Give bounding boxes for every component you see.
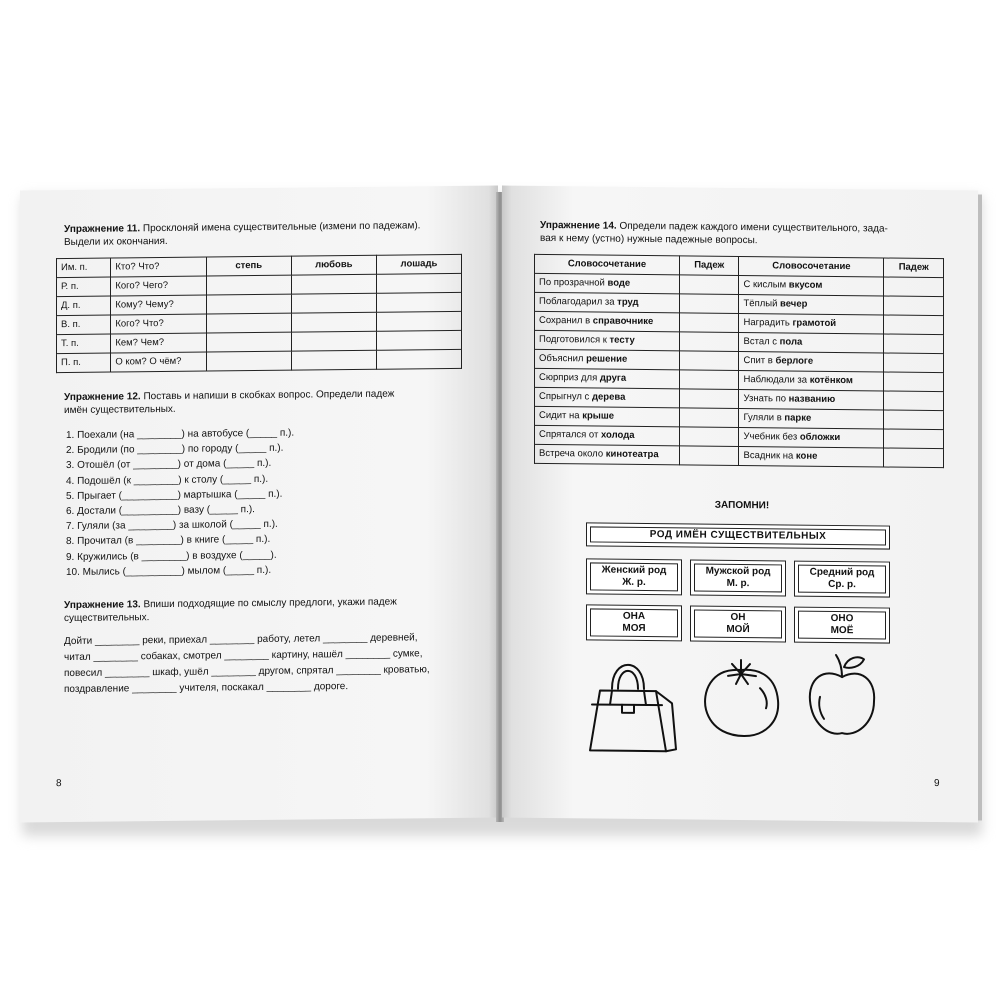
phrase-text: Объяснил <box>539 352 587 365</box>
phrase-noun: решение <box>586 353 628 365</box>
table-cell <box>535 349 680 370</box>
ex14-text-line1: Определи падеж каждого имени существительного, зада- <box>619 220 888 235</box>
answer-cell[interactable] <box>679 446 739 466</box>
gender-header-box <box>586 522 890 549</box>
table-header: лошадь <box>376 254 461 274</box>
phrase-noun: названию <box>788 393 836 406</box>
ex14-intro <box>540 220 944 249</box>
box-frame <box>694 610 782 639</box>
phrase-text: Подготовился к <box>539 333 610 346</box>
table-cell: Им. п. <box>57 258 111 278</box>
phrase-text: Тёплый <box>743 298 781 310</box>
table-cell <box>535 387 680 408</box>
table-cell: П. п. <box>57 353 111 373</box>
fill-line[interactable]: Дойти ________ реки, приехал ________ работу, летел ________ деревней, <box>64 632 418 648</box>
answer-cell[interactable] <box>884 353 944 373</box>
ex11-text-line2: Выдели их окончания. <box>64 235 168 248</box>
left-page <box>20 185 498 822</box>
phrase-text: Спит в <box>743 355 776 367</box>
pronoun: ОНА <box>622 610 646 622</box>
ex12-intro <box>64 388 462 417</box>
table-cell: В. п. <box>57 315 111 335</box>
pronoun-box-masculine <box>690 605 786 642</box>
phrase-noun: котёнком <box>809 374 853 387</box>
answer-cell[interactable] <box>376 330 461 350</box>
phrase-text: Узнать по <box>743 393 789 405</box>
list-item[interactable]: 5. Прыгает (__________) мартышка (_____ п.). <box>66 488 283 502</box>
answer-cell[interactable] <box>679 294 739 314</box>
ex14-title: Упражнение 14. <box>540 219 617 232</box>
ex13-text-line1: Впиши подходящие по смыслу предлоги, укажи падеж <box>143 596 397 611</box>
pronoun-possessive: МОЙ <box>726 623 750 636</box>
table-cell: Кого? Чего? <box>111 276 206 296</box>
ex12-list <box>66 428 294 582</box>
tomato-icon <box>698 654 784 741</box>
phrase-noun: тесту <box>609 334 635 346</box>
list-item[interactable]: 9. Кружились (в ________) в воздухе (_____). <box>66 549 277 563</box>
phrase-text: Наградить <box>743 317 793 329</box>
answer-cell[interactable] <box>679 389 739 409</box>
answer-cell[interactable] <box>884 315 944 335</box>
gender-name: Женский род <box>601 564 667 576</box>
table-cell <box>739 275 884 296</box>
ex11-intro <box>64 220 462 249</box>
table-cell <box>535 330 680 351</box>
box-frame <box>590 526 886 545</box>
table-cell <box>535 292 680 313</box>
gender-abbr: Ж. р. <box>622 576 646 589</box>
table-cell: Р. п. <box>57 277 111 297</box>
phrase-text: Сюрприз для <box>539 371 600 384</box>
answer-cell[interactable] <box>884 448 944 468</box>
phrase-noun: кинотеатра <box>605 448 659 461</box>
phrase-text: Сохранил в <box>539 314 593 327</box>
ex12-text-line1: Поставь и напиши в скобках вопрос. Определи падеж <box>143 388 395 403</box>
fill-line[interactable]: поздравление ________ учителя, поскакал ________ дороге. <box>64 681 349 696</box>
answer-cell[interactable] <box>206 313 291 333</box>
phrase-noun: дерева <box>591 391 626 403</box>
ex13-title: Упражнение 13. <box>64 599 141 612</box>
table-cell <box>739 294 884 315</box>
answer-cell[interactable] <box>679 332 739 352</box>
answer-cell[interactable] <box>884 429 944 449</box>
gender-abbr: Ср. р. <box>828 578 856 591</box>
phrase-noun: берлоге <box>775 355 814 367</box>
pronoun-box-neuter <box>794 607 890 644</box>
answer-cell[interactable] <box>884 372 944 392</box>
box-frame <box>590 608 678 637</box>
box-frame <box>798 611 886 640</box>
answer-cell[interactable] <box>884 391 944 411</box>
table-header: Словосочетание <box>535 254 680 275</box>
phrase-text: С кислым <box>743 279 789 291</box>
table-cell: О ком? О чём? <box>111 352 206 372</box>
phrase-noun: парке <box>784 412 812 424</box>
answer-cell[interactable] <box>679 313 739 333</box>
table-cell <box>739 332 884 353</box>
list-item[interactable]: 4. Подошёл (к ________) к столу (_____ п.). <box>66 473 269 487</box>
phrase-noun: воде <box>607 277 631 289</box>
gender-header: РОД ИМЁН СУЩЕСТВИТЕЛЬНЫХ <box>649 528 827 542</box>
ex11-title: Упражнение 11. <box>64 223 141 236</box>
table-cell <box>535 368 680 389</box>
phrase-noun: обложки <box>799 431 841 444</box>
list-item[interactable]: 10. Мылись (__________) мылом (_____ п.). <box>66 564 272 578</box>
table-cell: Кто? Что? <box>111 257 206 277</box>
pronoun: ОН <box>730 611 746 623</box>
phrase-text: Спрятался от <box>539 428 601 441</box>
list-item[interactable]: 3. Отошёл (от ________) от дома (_____ п.). <box>66 458 272 472</box>
list-item[interactable]: 1. Поехали (на ________) на автобусе (_____ п.). <box>66 427 295 442</box>
table-cell <box>739 389 884 410</box>
declension-table <box>56 254 462 373</box>
phrase-text: По прозрачной <box>539 276 608 289</box>
phrase-text: Всадник на <box>743 450 796 462</box>
answer-cell[interactable] <box>679 275 739 295</box>
cases-table <box>534 254 944 468</box>
table-cell <box>739 351 884 372</box>
gender-name: Мужской род <box>705 565 771 577</box>
phrase-text: Спрыгнул с <box>539 390 592 403</box>
phrase-text: Учебник без <box>743 431 800 443</box>
answer-cell[interactable] <box>376 311 461 331</box>
gender-box-feminine <box>586 558 682 595</box>
phrase-noun: справочнике <box>592 315 654 328</box>
list-item[interactable]: 7. Гуляли (за ________) за школой (_____ п.). <box>66 518 278 533</box>
table-cell <box>739 427 884 448</box>
box-frame <box>590 562 678 591</box>
pronoun-box-feminine <box>586 604 682 641</box>
table-cell <box>535 406 680 427</box>
ex13-intro <box>64 596 462 625</box>
answer-cell[interactable] <box>376 349 461 369</box>
answer-cell[interactable] <box>679 408 739 428</box>
answer-cell[interactable] <box>291 312 376 332</box>
table-row <box>535 444 944 467</box>
pronoun-possessive: МОЁ <box>830 624 854 637</box>
gender-box-neuter <box>794 561 890 598</box>
gender-abbr: М. р. <box>726 577 750 590</box>
table-cell <box>535 425 680 446</box>
handbag-icon <box>582 648 682 759</box>
right-page <box>502 186 978 823</box>
page-number-right: 9 <box>934 778 940 790</box>
phrase-noun: друга <box>599 372 627 384</box>
phrase-text: Поблагодарил за <box>539 295 618 308</box>
phrase-text: Сидит на <box>539 409 583 422</box>
list-item[interactable]: 2. Бродили (по ________) по городу (_____ п.). <box>66 442 284 457</box>
answer-cell[interactable] <box>291 331 376 351</box>
answer-cell[interactable] <box>291 350 376 370</box>
table-cell <box>535 311 680 332</box>
answer-cell[interactable] <box>206 275 291 295</box>
phrase-noun: вкусом <box>788 279 823 291</box>
phrase-text: Наблюдали за <box>743 374 810 386</box>
pronoun: ОНО <box>830 612 854 624</box>
ex13-lines <box>64 632 464 700</box>
box-frame <box>798 565 886 594</box>
phrase-noun: вечер <box>780 298 808 310</box>
answer-cell[interactable] <box>376 292 461 312</box>
table-cell <box>739 408 884 429</box>
remember-title: ЗАПОМНИ! <box>714 499 770 512</box>
answer-cell[interactable] <box>884 277 944 297</box>
fill-line[interactable]: повесил ________ шкаф, ушёл ________ другом, спрятал ________ кроватью, <box>64 664 430 680</box>
gender-name: Средний род <box>809 566 875 578</box>
table-cell <box>535 273 680 294</box>
table-cell: Кем? Чем? <box>111 333 206 353</box>
page-number-left: 8 <box>56 778 62 790</box>
answer-cell[interactable] <box>206 294 291 314</box>
table-cell <box>739 446 884 467</box>
answer-cell[interactable] <box>884 296 944 316</box>
phrase-noun: холода <box>601 429 635 441</box>
gender-box-masculine <box>690 559 786 596</box>
phrase-noun: коне <box>795 450 818 462</box>
table-header: любовь <box>291 255 376 275</box>
answer-cell[interactable] <box>884 334 944 354</box>
answer-cell[interactable] <box>291 274 376 294</box>
ex13-text-line2: существительных. <box>64 611 150 624</box>
answer-cell[interactable] <box>206 332 291 352</box>
apple-icon <box>802 649 882 742</box>
table-header: Словосочетание <box>739 256 884 277</box>
answer-cell[interactable] <box>206 351 291 371</box>
table-cell: Т. п. <box>57 334 111 354</box>
table-header: степь <box>206 256 291 276</box>
fill-line[interactable]: читал ________ собаках, смотрел ________ картину, нашёл ________ сумке, <box>64 648 423 664</box>
phrase-noun: грамотой <box>792 317 837 330</box>
table-cell: Д. п. <box>57 296 111 316</box>
phrase-noun: крыше <box>582 410 615 422</box>
list-item[interactable]: 8. Прочитал (в ________) в книге (_____ п.). <box>66 534 271 548</box>
answer-cell[interactable] <box>291 293 376 313</box>
table-header: Падеж <box>884 258 944 278</box>
table-cell <box>535 444 680 465</box>
box-frame <box>694 564 782 593</box>
phrase-noun: пола <box>779 336 803 348</box>
ex12-text-line2: имён существительных. <box>64 403 176 416</box>
phrase-text: Встреча около <box>539 447 606 460</box>
answer-cell[interactable] <box>679 370 739 390</box>
ex14-text-line2: вая к нему (устно) нужные падежные вопросы. <box>540 232 758 246</box>
phrase-noun: труд <box>617 296 639 309</box>
phrase-text: Встал с <box>743 336 780 348</box>
phrase-text: Гуляли в <box>743 412 785 424</box>
table-header: Падеж <box>679 256 739 276</box>
table-cell: Кого? Что? <box>111 314 206 334</box>
table-cell <box>739 370 884 391</box>
table-cell: Кому? Чему? <box>111 295 206 315</box>
answer-cell[interactable] <box>376 273 461 293</box>
table-row <box>57 349 462 372</box>
pronoun-possessive: МОЯ <box>622 622 646 635</box>
ex12-title: Упражнение 12. <box>64 391 141 404</box>
list-item[interactable]: 6. Достали (__________) вазу (_____ п.). <box>66 503 255 517</box>
table-cell <box>739 313 884 334</box>
answer-cell[interactable] <box>884 410 944 430</box>
ex11-text-line1: Просклоняй имена существительные (измени по падежам). <box>142 220 421 235</box>
answer-cell[interactable] <box>679 427 739 447</box>
answer-cell[interactable] <box>679 351 739 371</box>
